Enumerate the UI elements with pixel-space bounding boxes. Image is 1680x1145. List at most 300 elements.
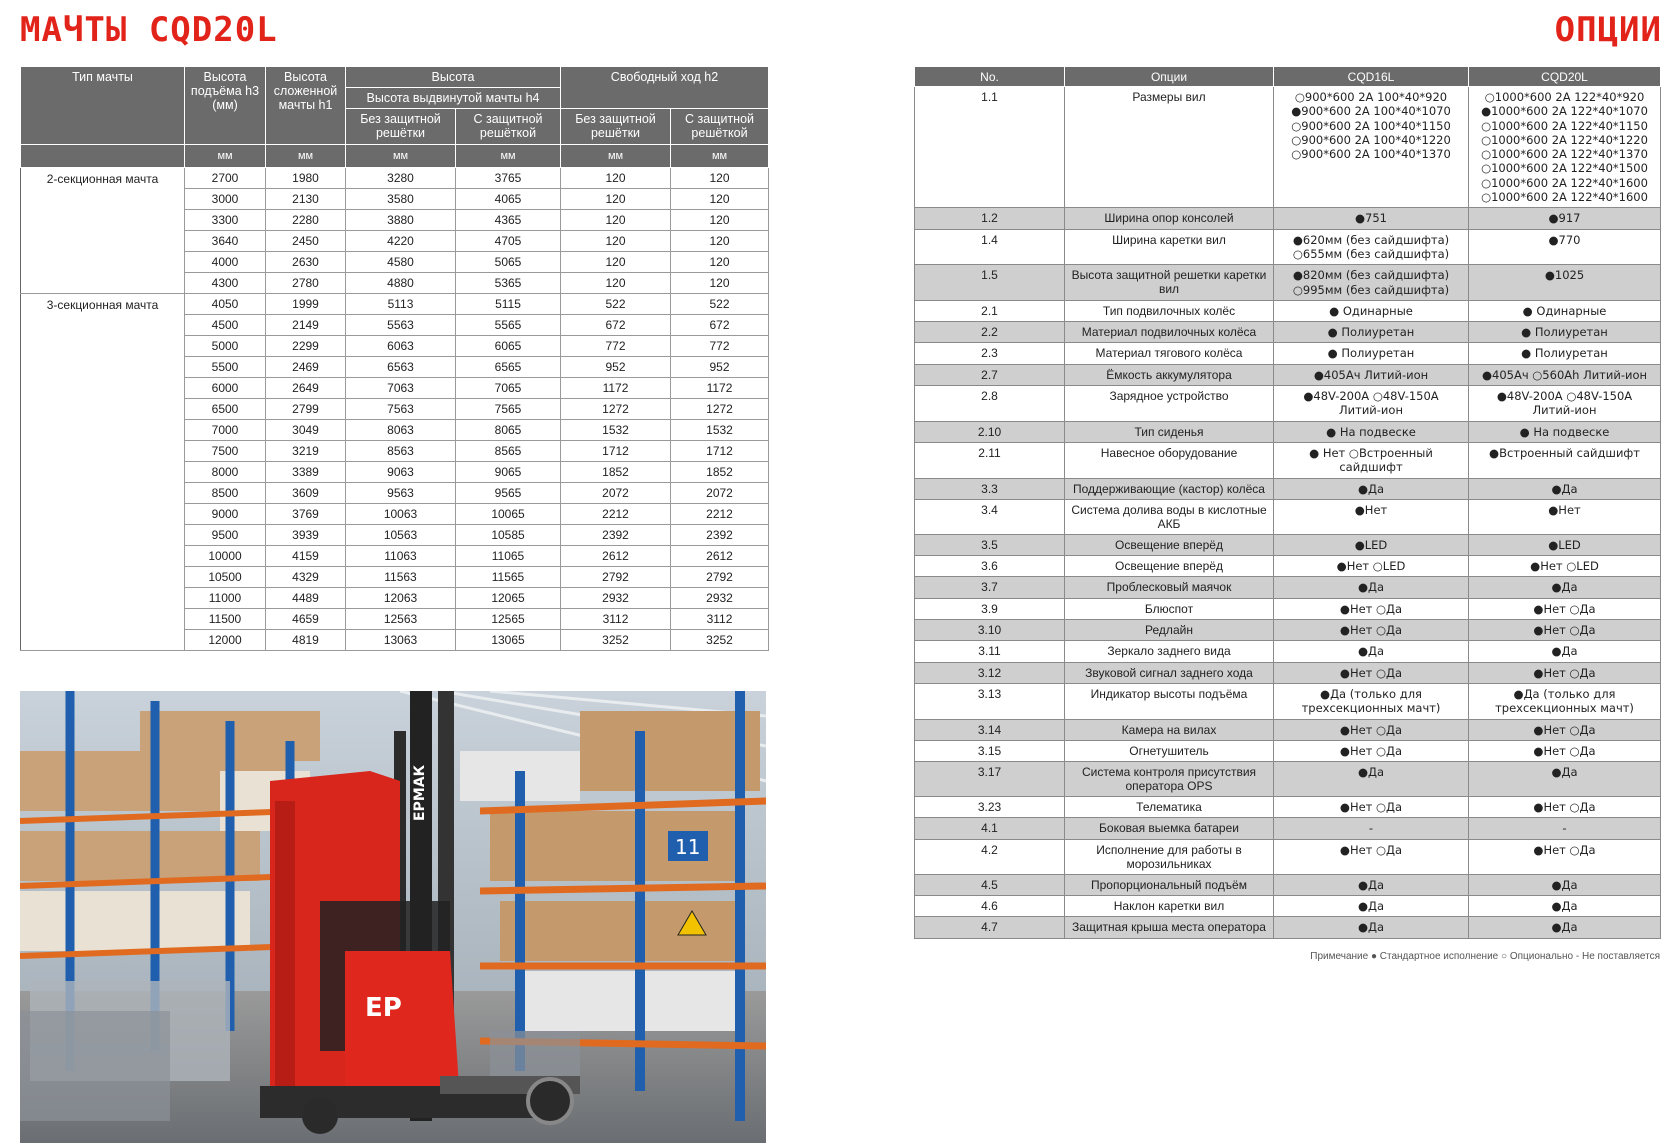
table-cell: 4220 [346, 231, 456, 252]
option-value-cqd16l: ●48V-200A ○48V-150A Литий-ион [1274, 386, 1469, 422]
option-name: Ёмкость аккумулятора [1065, 364, 1274, 385]
option-value-cqd16l: ●Да [1274, 577, 1469, 598]
table-cell: 2392 [671, 525, 769, 546]
option-value-cqd16l: - [1274, 818, 1469, 839]
option-name: Тип подвилочных колёс [1065, 300, 1274, 321]
table-cell: 120 [671, 189, 769, 210]
table-cell: 2612 [561, 546, 671, 567]
option-row [915, 386, 1661, 422]
table-cell: 3389 [266, 462, 346, 483]
option-row [915, 719, 1661, 740]
option-row [915, 740, 1661, 761]
table-cell: 120 [671, 252, 769, 273]
header-mast-type: Тип мачты [21, 67, 185, 145]
table-cell: 11565 [456, 567, 561, 588]
table-cell: 120 [561, 168, 671, 189]
option-number: 1.4 [915, 229, 1065, 265]
option-row [915, 917, 1661, 938]
table-cell: 6500 [185, 399, 266, 420]
table-cell: 1852 [561, 462, 671, 483]
option-value-cqd20l: ● Полиуретан [1469, 322, 1661, 343]
unit-cell: мм [456, 145, 561, 168]
table-cell: 2149 [266, 315, 346, 336]
option-number: 3.6 [915, 556, 1065, 577]
table-cell: 120 [671, 273, 769, 294]
option-row [915, 300, 1661, 321]
table-row [21, 168, 769, 189]
option-number: 4.1 [915, 818, 1065, 839]
table-cell: 11000 [185, 588, 266, 609]
header-h4-group: Высота [346, 67, 561, 88]
option-name: Наклон каретки вил [1065, 895, 1274, 916]
option-name: Зеркало заднего вида [1065, 641, 1274, 662]
table-cell: 9000 [185, 504, 266, 525]
option-row [915, 343, 1661, 364]
table-cell: 10065 [456, 504, 561, 525]
table-cell: 1712 [561, 441, 671, 462]
header-free-lift: Свободный ход h2 [561, 67, 769, 109]
table-cell: 10063 [346, 504, 456, 525]
table-cell: 4300 [185, 273, 266, 294]
table-cell: 1532 [561, 420, 671, 441]
option-value-cqd20l: ● На подвеске [1469, 421, 1661, 442]
table-cell: 11500 [185, 609, 266, 630]
option-row [915, 839, 1661, 874]
option-name: Индикатор высоты подъёма [1065, 683, 1274, 719]
table-cell: 8565 [456, 441, 561, 462]
table-cell: 4659 [266, 609, 346, 630]
table-cell: 4365 [456, 210, 561, 231]
option-value-cqd20l: ●Нет ○Да [1469, 620, 1661, 641]
option-number: 3.5 [915, 534, 1065, 555]
table-cell: 12065 [456, 588, 561, 609]
table-cell: 12563 [346, 609, 456, 630]
unit-cell: мм [266, 145, 346, 168]
page-title-options: ОПЦИИ [1554, 10, 1662, 50]
table-cell: 13065 [456, 630, 561, 651]
option-value-cqd16l: ●Нет ○Да [1274, 797, 1469, 818]
option-value-cqd16l: ● Одинарные [1274, 300, 1469, 321]
table-cell: 1272 [671, 399, 769, 420]
option-value-cqd20l: ●LED [1469, 534, 1661, 555]
option-value-cqd20l: ●Нет ○LED [1469, 556, 1661, 577]
option-row [915, 364, 1661, 385]
option-name: Исполнение для работы в морозильниках [1065, 839, 1274, 874]
table-cell: 3112 [671, 609, 769, 630]
unit-cell: мм [346, 145, 456, 168]
option-name: Редлайн [1065, 620, 1274, 641]
table-cell: 10500 [185, 567, 266, 588]
option-name: Материал подвилочных колёса [1065, 322, 1274, 343]
option-value-cqd20l: ●Нет ○Да [1469, 839, 1661, 874]
option-number: 1.2 [915, 208, 1065, 229]
option-name: Освещение вперёд [1065, 534, 1274, 555]
option-row [915, 442, 1661, 478]
table-cell: 4819 [266, 630, 346, 651]
table-cell: 11065 [456, 546, 561, 567]
option-value-cqd20l: ● Полиуретан [1469, 343, 1661, 364]
table-cell: 4580 [346, 252, 456, 273]
table-cell: 9065 [456, 462, 561, 483]
option-name: Зарядное устройство [1065, 386, 1274, 422]
option-value-cqd16l: ●Нет ○Да [1274, 740, 1469, 761]
table-cell: 4705 [456, 231, 561, 252]
option-value-cqd20l: ●Встроенный сайдшифт [1469, 442, 1661, 478]
table-cell: 3252 [561, 630, 671, 651]
option-name: Звуковой сигнал заднего хода [1065, 662, 1274, 683]
forklift-brand-logo: EP [365, 993, 402, 1023]
table-cell: 1999 [266, 294, 346, 315]
option-value-cqd16l: ●Да [1274, 874, 1469, 895]
table-cell: 2469 [266, 357, 346, 378]
mast-group-name: 2-секционная мачта [21, 168, 185, 294]
table-cell: 2932 [671, 588, 769, 609]
table-cell: 3000 [185, 189, 266, 210]
option-row [915, 577, 1661, 598]
option-number: 3.4 [915, 499, 1065, 534]
table-cell: 2932 [561, 588, 671, 609]
table-cell: 1712 [671, 441, 769, 462]
option-value-cqd20l: ●917 [1469, 208, 1661, 229]
table-cell: 6065 [456, 336, 561, 357]
table-cell: 1852 [671, 462, 769, 483]
option-row [915, 797, 1661, 818]
table-cell: 772 [671, 336, 769, 357]
table-cell: 120 [671, 168, 769, 189]
table-cell: 9063 [346, 462, 456, 483]
table-cell: 3049 [266, 420, 346, 441]
option-value-cqd16l: ●Нет ○Да [1274, 719, 1469, 740]
option-value-cqd20l: ●Да [1469, 577, 1661, 598]
table-cell: 8000 [185, 462, 266, 483]
table-cell: 5000 [185, 336, 266, 357]
table-cell: 952 [671, 357, 769, 378]
option-name: Телематика [1065, 797, 1274, 818]
option-value-cqd16l: ●Нет ○Да [1274, 620, 1469, 641]
table-cell: 3765 [456, 168, 561, 189]
header-h4-sub: Высота выдвинутой мачты h4 [346, 88, 561, 109]
option-name: Пропорциональный подъём [1065, 874, 1274, 895]
option-row [915, 322, 1661, 343]
option-value-cqd16l: ●Нет ○LED [1274, 556, 1469, 577]
table-cell: 1172 [561, 378, 671, 399]
masts-table [20, 66, 769, 651]
table-cell: 120 [561, 189, 671, 210]
option-number: 3.12 [915, 662, 1065, 683]
option-value-cqd16l: ●Нет ○Да [1274, 839, 1469, 874]
table-cell: 7500 [185, 441, 266, 462]
option-row [915, 895, 1661, 916]
option-value-cqd16l: ●Да [1274, 478, 1469, 499]
option-name: Ширина каретки вил [1065, 229, 1274, 265]
option-number: 2.2 [915, 322, 1065, 343]
table-cell: 952 [561, 357, 671, 378]
option-row [915, 598, 1661, 619]
rack-label: 11 [675, 835, 701, 859]
table-cell: 7565 [456, 399, 561, 420]
option-value-cqd20l: ●Да [1469, 895, 1661, 916]
table-cell: 10585 [456, 525, 561, 546]
option-number: 3.14 [915, 719, 1065, 740]
option-value-cqd16l: ●Да [1274, 641, 1469, 662]
table-row [21, 294, 769, 315]
table-cell: 4489 [266, 588, 346, 609]
table-cell: 5115 [456, 294, 561, 315]
option-value-cqd20l: ○1000*600 2A 122*40*920 ●1000*600 2A 122*40*1070 ○1000*600 2A 122*40*1150 ○1000*600 2A 122*40*1220 ○1000*600 2A 122*40*1370 ○1000*600 2A 122*40*1500 ○1000*600 2A 122*40*1600 ○1000*600 2A 122*40*1600 [1469, 87, 1661, 208]
table-cell: 120 [671, 231, 769, 252]
option-value-cqd20l: ●48V-200A ○48V-150A Литий-ион [1469, 386, 1661, 422]
unit-cell: мм [561, 145, 671, 168]
option-row [915, 265, 1661, 301]
table-cell: 3112 [561, 609, 671, 630]
option-value-cqd20l: ●Да [1469, 874, 1661, 895]
option-row [915, 229, 1661, 265]
table-cell: 1172 [671, 378, 769, 399]
table-cell: 3609 [266, 483, 346, 504]
option-number: 2.7 [915, 364, 1065, 385]
table-cell: 5565 [456, 315, 561, 336]
table-cell: 8500 [185, 483, 266, 504]
option-number: 3.15 [915, 740, 1065, 761]
option-value-cqd20l: ●Да [1469, 917, 1661, 938]
table-cell: 7000 [185, 420, 266, 441]
option-number: 2.10 [915, 421, 1065, 442]
option-name: Камера на вилах [1065, 719, 1274, 740]
option-value-cqd16l: ●Да [1274, 917, 1469, 938]
option-row [915, 421, 1661, 442]
option-value-cqd20l: ●Да [1469, 762, 1661, 797]
option-name: Материал тягового колёса [1065, 343, 1274, 364]
option-number: 3.17 [915, 762, 1065, 797]
table-cell: 2130 [266, 189, 346, 210]
mast-group-name: 3-секционная мачта [21, 294, 185, 651]
table-cell: 11563 [346, 567, 456, 588]
option-value-cqd20l: ●Нет ○Да [1469, 598, 1661, 619]
table-cell: 12565 [456, 609, 561, 630]
option-value-cqd20l: ●1025 [1469, 265, 1661, 301]
table-cell: 9565 [456, 483, 561, 504]
option-number: 3.11 [915, 641, 1065, 662]
table-cell: 1532 [671, 420, 769, 441]
table-cell: 9500 [185, 525, 266, 546]
table-cell: 11063 [346, 546, 456, 567]
mast-brand-text: ЕРМАК [412, 764, 428, 821]
option-name: Размеры вил [1065, 87, 1274, 208]
table-cell: 3580 [346, 189, 456, 210]
table-cell: 5563 [346, 315, 456, 336]
option-value-cqd20l: ●770 [1469, 229, 1661, 265]
table-cell: 3252 [671, 630, 769, 651]
table-cell: 2212 [561, 504, 671, 525]
table-cell: 672 [671, 315, 769, 336]
table-cell: 120 [561, 210, 671, 231]
table-cell: 1272 [561, 399, 671, 420]
header-with-guard: С защитной решёткой [456, 109, 561, 145]
table-cell: 2299 [266, 336, 346, 357]
option-number: 1.5 [915, 265, 1065, 301]
option-number: 2.11 [915, 442, 1065, 478]
table-cell: 3880 [346, 210, 456, 231]
table-cell: 8563 [346, 441, 456, 462]
option-number: 1.1 [915, 87, 1065, 208]
option-row [915, 683, 1661, 719]
option-row [915, 208, 1661, 229]
table-cell: 5500 [185, 357, 266, 378]
table-cell: 3300 [185, 210, 266, 231]
option-name: Проблесковый маячок [1065, 577, 1274, 598]
option-row [915, 534, 1661, 555]
option-name: Тип сиденья [1065, 421, 1274, 442]
option-row [915, 499, 1661, 534]
table-cell: 6565 [456, 357, 561, 378]
option-value-cqd16l: ● Нет ○Встроенный сайдшифт [1274, 442, 1469, 478]
table-cell: 4329 [266, 567, 346, 588]
option-value-cqd16l: ●LED [1274, 534, 1469, 555]
table-cell: 10000 [185, 546, 266, 567]
table-cell: 3769 [266, 504, 346, 525]
table-cell: 10563 [346, 525, 456, 546]
option-row [915, 620, 1661, 641]
option-value-cqd16l: ○900*600 2A 100*40*920 ●900*600 2A 100*40*1070 ○900*600 2A 100*40*1150 ○900*600 2A 100*40*1220 ○900*600 2A 100*40*1370 [1274, 87, 1469, 208]
option-number: 3.10 [915, 620, 1065, 641]
option-value-cqd16l: ●820мм (без сайдшифта) ○995мм (без сайдшифта) [1274, 265, 1469, 301]
table-cell: 13063 [346, 630, 456, 651]
page-title-masts: МАЧТЫ CQD20L [20, 10, 278, 50]
option-value-cqd16l: ● Полиуретан [1274, 322, 1469, 343]
option-value-cqd16l: ●Да [1274, 895, 1469, 916]
option-row [915, 762, 1661, 797]
table-cell: 3219 [266, 441, 346, 462]
table-cell: 120 [671, 210, 769, 231]
header-no-guard: Без защитной решётки [346, 109, 456, 145]
table-cell: 3640 [185, 231, 266, 252]
option-number: 3.3 [915, 478, 1065, 499]
unit-cell: мм [671, 145, 769, 168]
option-name: Навесное оборудование [1065, 442, 1274, 478]
option-name: Высота защитной решетки каретки вил [1065, 265, 1274, 301]
table-cell: 6563 [346, 357, 456, 378]
option-value-cqd20l: ●Да [1469, 641, 1661, 662]
table-cell: 120 [561, 231, 671, 252]
table-cell: 8065 [456, 420, 561, 441]
table-cell: 120 [561, 252, 671, 273]
table-cell: 5113 [346, 294, 456, 315]
option-value-cqd16l: ●Нет [1274, 499, 1469, 534]
unit-cell: мм [185, 145, 266, 168]
table-cell: 2780 [266, 273, 346, 294]
option-number: 4.5 [915, 874, 1065, 895]
options-table [914, 66, 1661, 939]
option-row [915, 641, 1661, 662]
table-cell: 4500 [185, 315, 266, 336]
table-cell: 2799 [266, 399, 346, 420]
table-cell: 4159 [266, 546, 346, 567]
warehouse-photo [20, 691, 766, 1143]
table-cell: 2212 [671, 504, 769, 525]
option-name: Защитная крыша места оператора [1065, 917, 1274, 938]
legend-footnote: Примечание ● Стандартное исполнение ○ Опционально - Не поставляется [1310, 951, 1660, 962]
option-value-cqd16l: ●Нет ○Да [1274, 662, 1469, 683]
option-number: 4.2 [915, 839, 1065, 874]
option-name: Освещение вперёд [1065, 556, 1274, 577]
table-cell: 4880 [346, 273, 456, 294]
table-cell: 120 [561, 273, 671, 294]
option-number: 2.8 [915, 386, 1065, 422]
option-number: 3.13 [915, 683, 1065, 719]
option-value-cqd20l: ●Нет ○Да [1469, 662, 1661, 683]
option-name: Огнетушитель [1065, 740, 1274, 761]
table-cell: 772 [561, 336, 671, 357]
option-name: Система контроля присутствия оператора OPS [1065, 762, 1274, 797]
header-no-guard: Без защитной решётки [561, 109, 671, 145]
option-value-cqd20l: ●Да [1469, 478, 1661, 499]
table-cell: 7065 [456, 378, 561, 399]
table-cell: 2792 [561, 567, 671, 588]
table-cell: 3939 [266, 525, 346, 546]
option-row [915, 818, 1661, 839]
table-cell: 6063 [346, 336, 456, 357]
option-row [915, 87, 1661, 208]
option-value-cqd20l: ●Нет ○Да [1469, 797, 1661, 818]
option-value-cqd16l: ●Да [1274, 762, 1469, 797]
option-value-cqd16l: ●Нет ○Да [1274, 598, 1469, 619]
option-value-cqd20l: ●Нет ○Да [1469, 740, 1661, 761]
option-value-cqd20l: ●Да (только для трехсекционных мачт) [1469, 683, 1661, 719]
header-h3: Высота подъёма h3 (мм) [185, 67, 266, 145]
option-name: Система долива воды в кислотные АКБ [1065, 499, 1274, 534]
table-cell: 6000 [185, 378, 266, 399]
option-value-cqd20l: ●405Ач ○560Ah Литий-ион [1469, 364, 1661, 385]
table-cell: 5365 [456, 273, 561, 294]
header-with-guard: С защитной решёткой [671, 109, 769, 145]
option-number: 2.3 [915, 343, 1065, 364]
option-name: Ширина опор консолей [1065, 208, 1274, 229]
table-cell: 2280 [266, 210, 346, 231]
option-number: 3.9 [915, 598, 1065, 619]
header-option: Опции [1065, 67, 1274, 87]
header-cqd20l: CQD20L [1469, 67, 1661, 87]
option-value-cqd20l: ●Нет ○Да [1469, 719, 1661, 740]
header-h1: Высота сложенной мачты h1 [266, 67, 346, 145]
table-cell: 7563 [346, 399, 456, 420]
table-cell: 4050 [185, 294, 266, 315]
table-cell: 12063 [346, 588, 456, 609]
header-no: No. [915, 67, 1065, 87]
table-cell: 2649 [266, 378, 346, 399]
option-value-cqd16l: ●405Ач Литий-ион [1274, 364, 1469, 385]
option-value-cqd20l: - [1469, 818, 1661, 839]
option-value-cqd16l: ● На подвеске [1274, 421, 1469, 442]
option-row [915, 478, 1661, 499]
unit-cell [21, 145, 185, 168]
table-cell: 2450 [266, 231, 346, 252]
option-value-cqd20l: ● Одинарные [1469, 300, 1661, 321]
table-cell: 2792 [671, 567, 769, 588]
option-name: Блюспот [1065, 598, 1274, 619]
table-cell: 5065 [456, 252, 561, 273]
option-name: Поддерживающие (кастор) колёса [1065, 478, 1274, 499]
table-cell: 9563 [346, 483, 456, 504]
table-cell: 12000 [185, 630, 266, 651]
table-cell: 2392 [561, 525, 671, 546]
table-cell: 2630 [266, 252, 346, 273]
table-cell: 7063 [346, 378, 456, 399]
table-cell: 522 [561, 294, 671, 315]
option-number: 4.7 [915, 917, 1065, 938]
option-number: 2.1 [915, 300, 1065, 321]
option-value-cqd16l: ●751 [1274, 208, 1469, 229]
table-cell: 3280 [346, 168, 456, 189]
